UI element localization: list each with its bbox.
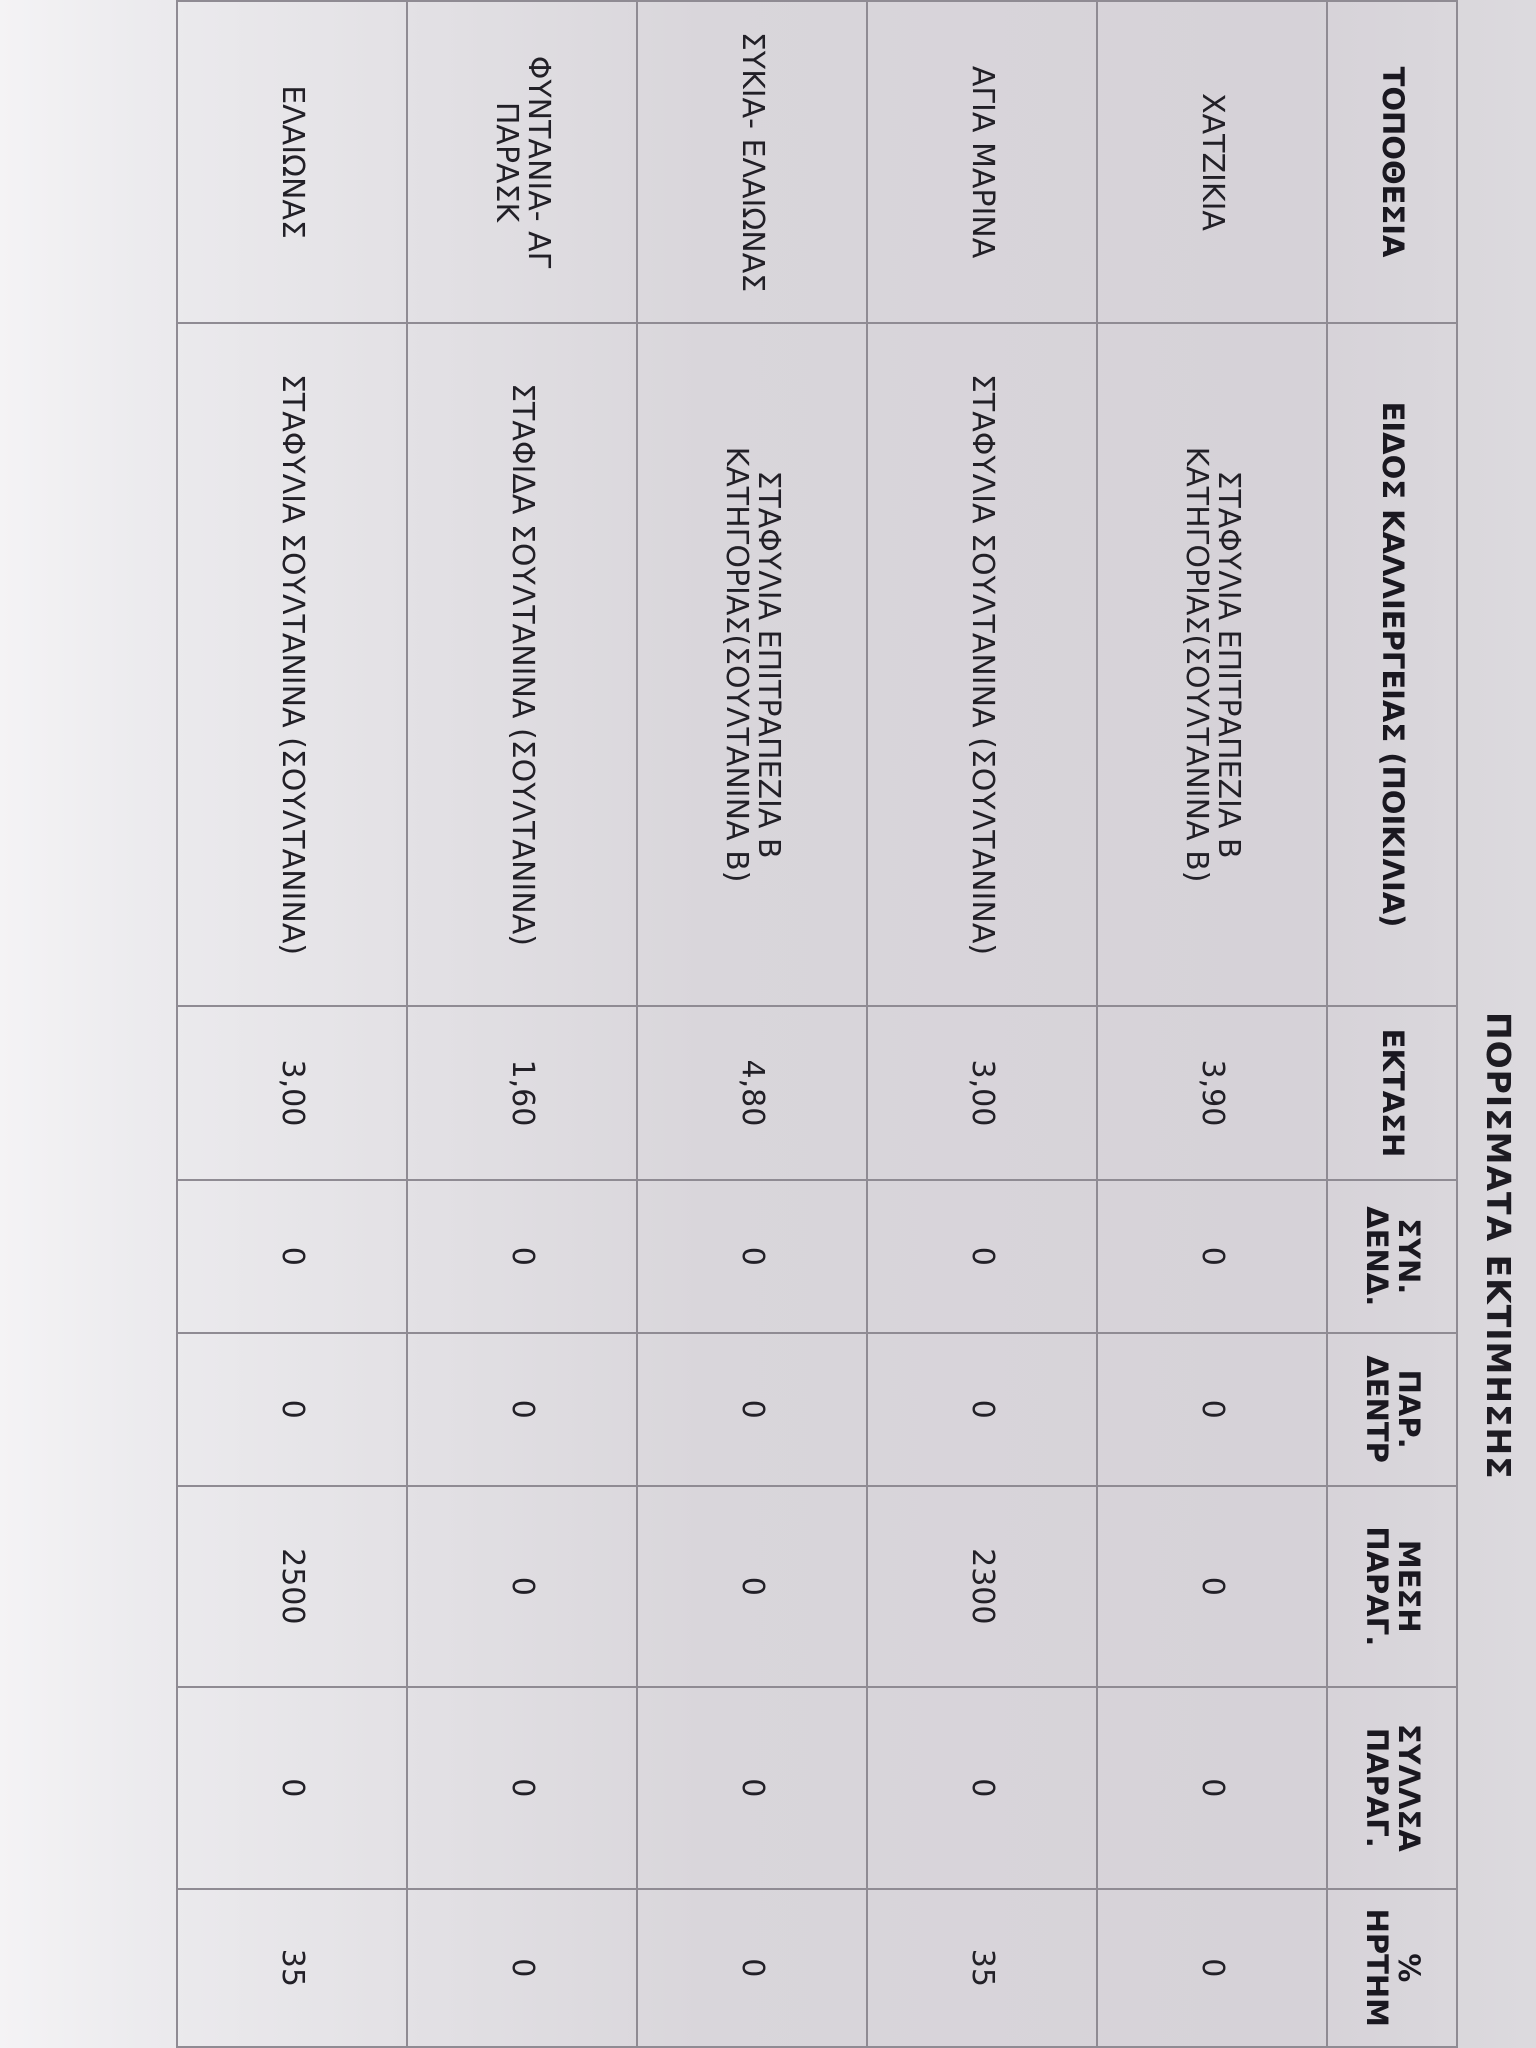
cell-location: ΦΥΝΤΑΝΙΑ- ΑΓ ΠΑΡΑΣΚ (407, 1, 637, 323)
cell-damage-percent: 0 (637, 1889, 867, 2047)
cell-total-trees: 0 (407, 1180, 637, 1333)
table-row (867, 1, 1097, 2047)
cell-area: 3,90 (1097, 1006, 1327, 1180)
cell-average-production: 2500 (177, 1486, 407, 1687)
header-location: ΤΟΠΟΘΕΣΙΑ (1327, 1, 1457, 323)
cell-productive-trees: 0 (407, 1333, 637, 1486)
header-area: ΕΚΤΑΣΗ (1327, 1006, 1457, 1180)
cell-damage-percent: 0 (1097, 1889, 1327, 2047)
header-damage-percent: % ΗΡΤΗΜ (1327, 1889, 1457, 2047)
cell-location: ΑΓΙΑ ΜΑΡΙΝΑ (867, 1, 1097, 323)
cell-productive-trees: 0 (177, 1333, 407, 1486)
cell-average-production: 2300 (867, 1486, 1097, 1687)
cell-damage-percent: 35 (177, 1889, 407, 2047)
cell-damage-percent: 35 (867, 1889, 1097, 2047)
cell-crop-type: ΣΤΑΦΙΔΑ ΣΟΥΛΤΑΝΙΝΑ (ΣΟΥΛΤΑΝΙΝΑ) (407, 323, 637, 1006)
cell-average-production: 0 (637, 1486, 867, 1687)
header-productive-trees: ΠΑΡ. ΔΕΝΤΡ (1327, 1333, 1457, 1486)
header-average-production: ΜΕΣΗ ΠΑΡΑΓ. (1327, 1486, 1457, 1687)
results-table (176, 0, 1458, 2048)
cell-productive-trees: 0 (1097, 1333, 1327, 1486)
cell-location: ΕΛΑΙΩΝΑΣ (177, 1, 407, 323)
cell-area: 3,00 (867, 1006, 1097, 1180)
cell-average-production: 0 (1097, 1486, 1327, 1687)
header-row (1327, 1, 1457, 2047)
cell-damage-percent: 0 (407, 1889, 637, 2047)
cell-harvested-production: 0 (637, 1687, 867, 1889)
cell-location: ΣΥΚΙΑ- ΕΛΑΙΩΝΑΣ (637, 1, 867, 323)
cell-average-production: 0 (407, 1486, 637, 1687)
cell-total-trees: 0 (177, 1180, 407, 1333)
header-crop-type: ΕΙΔΟΣ ΚΑΛΛΙΕΡΓΕΙΑΣ (ΠΟΙΚΙΛΙΑ) (1327, 323, 1457, 1006)
cell-harvested-production: 0 (407, 1687, 637, 1889)
cell-location: ΧΑΤΖΙΚΙΑ (1097, 1, 1327, 323)
cell-area: 1,60 (407, 1006, 637, 1180)
cell-harvested-production: 0 (867, 1687, 1097, 1889)
header-total-trees: ΣΥΝ. ΔΕΝΔ. (1327, 1180, 1457, 1333)
cell-crop-type: ΣΤΑΦΥΛΙΑ ΕΠΙΤΡΑΠΕΖΙΑ Β ΚΑΤΗΓΟΡΙΑΣ(ΣΟΥΛΤΑΝΙΝΑ Β) (1097, 323, 1327, 1006)
cell-harvested-production: 0 (1097, 1687, 1327, 1889)
cell-crop-type: ΣΤΑΦΥΛΙΑ ΣΟΥΛΤΑΝΙΝΑ (ΣΟΥΛΤΑΝΙΝΑ) (867, 323, 1097, 1006)
table-row (1097, 1, 1327, 2047)
cell-productive-trees: 0 (867, 1333, 1097, 1486)
document-title: ΠΟΡΙΣΜΑΤΑ ΕΚΤΙΜΗΣΗΣ (1479, 1012, 1518, 1480)
table-row (177, 1, 407, 2047)
header-harvested-production: ΣΥΛΛΣΑ ΠΑΡΑΓ. (1327, 1687, 1457, 1889)
cell-total-trees: 0 (637, 1180, 867, 1333)
cell-crop-type: ΣΤΑΦΥΛΙΑ ΕΠΙΤΡΑΠΕΖΙΑ Β ΚΑΤΗΓΟΡΙΑΣ(ΣΟΥΛΤΑΝΙΝΑ Β) (637, 323, 867, 1006)
table-row (637, 1, 867, 2047)
cell-area: 4,80 (637, 1006, 867, 1180)
table-row (407, 1, 637, 2047)
cell-productive-trees: 0 (637, 1333, 867, 1486)
cell-crop-type: ΣΤΑΦΥΛΙΑ ΣΟΥΛΤΑΝΙΝΑ (ΣΟΥΛΤΑΝΙΝΑ) (177, 323, 407, 1006)
cell-area: 3,00 (177, 1006, 407, 1180)
cell-harvested-production: 0 (177, 1687, 407, 1889)
cell-total-trees: 0 (867, 1180, 1097, 1333)
cell-total-trees: 0 (1097, 1180, 1327, 1333)
